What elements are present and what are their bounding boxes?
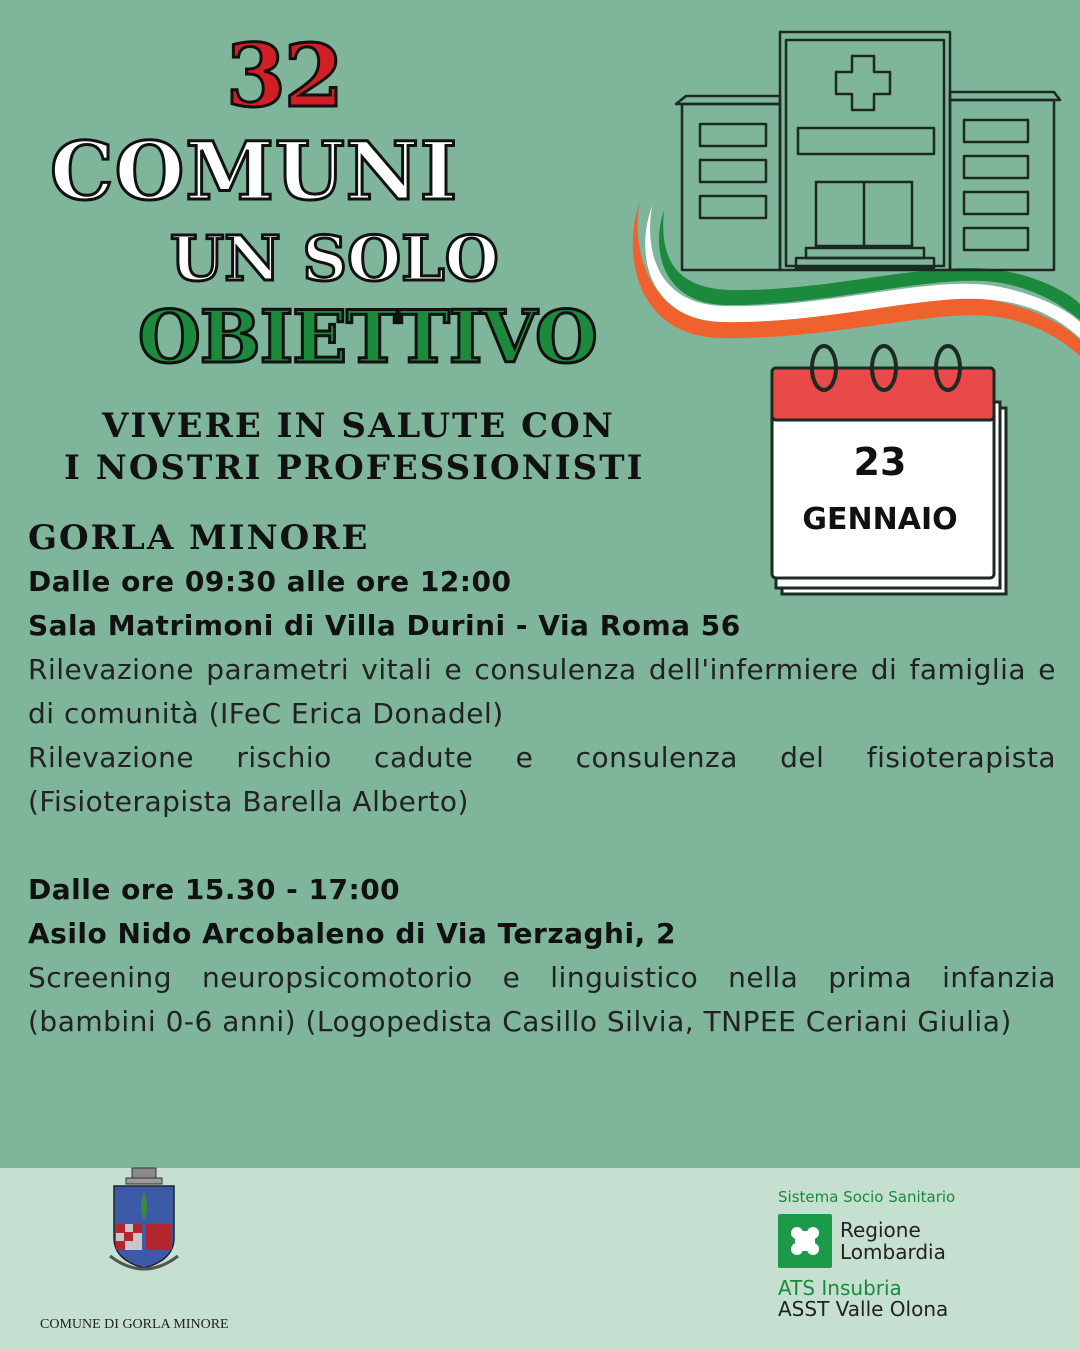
region-line1: Regione: [840, 1218, 921, 1242]
session2-desc: Screening neuropsicomotorio e linguistico nella prima infanzia (bambini 0-6 anni) (Logopedista Casillo Silvia, TNPEE Ceriani Giulia): [28, 961, 1056, 1038]
session2-time: Dalle ore 15.30 - 17:00: [28, 873, 401, 906]
subtitle-line-1: VIVERE IN SALUTE CON: [102, 406, 615, 446]
ats-label: ATS Insubria: [778, 1276, 902, 1300]
event-place: GORLA MINORE: [28, 518, 370, 558]
subtitle-line-2: I NOSTRI PROFESSIONISTI: [64, 448, 645, 488]
region-line2: Lombardia: [840, 1240, 946, 1264]
calendar-day: 23: [853, 440, 907, 484]
comune-label: COMUNE DI GORLA MINORE: [40, 1317, 229, 1332]
session2-location: Asilo Nido Arcobaleno di Via Terzaghi, 2: [28, 917, 676, 950]
asst-label: ASST Valle Olona: [778, 1297, 949, 1321]
session1-location: Sala Matrimoni di Villa Durini - Via Roma 56: [28, 609, 741, 642]
regione-lombardia-logo-icon: [778, 1214, 832, 1268]
system-label: Sistema Socio Sanitario: [778, 1188, 956, 1206]
session1-time: Dalle ore 09:30 alle ore 12:00: [28, 565, 512, 598]
hospital-illustration: [630, 20, 1080, 360]
coat-of-arms-icon: [104, 1166, 184, 1282]
title-un-solo: UN SOLO: [170, 222, 499, 295]
session1-desc1: Rilevazione parametri vitali e consulenza dell'infermiere di famiglia e di comunità (IFeC Erica Donadel): [28, 653, 1056, 730]
title-comuni: COMUNI: [50, 124, 459, 218]
session1-desc2: Rilevazione rischio cadute e consulenza del fisioterapista (Fisioterapista Barella Alberto): [28, 741, 1056, 818]
title-number: 32: [226, 26, 342, 127]
title-obiettivo: OBIETTIVO: [138, 294, 597, 379]
hospital-drawing: [676, 32, 1060, 270]
calendar-month: GENNAIO: [802, 502, 958, 537]
